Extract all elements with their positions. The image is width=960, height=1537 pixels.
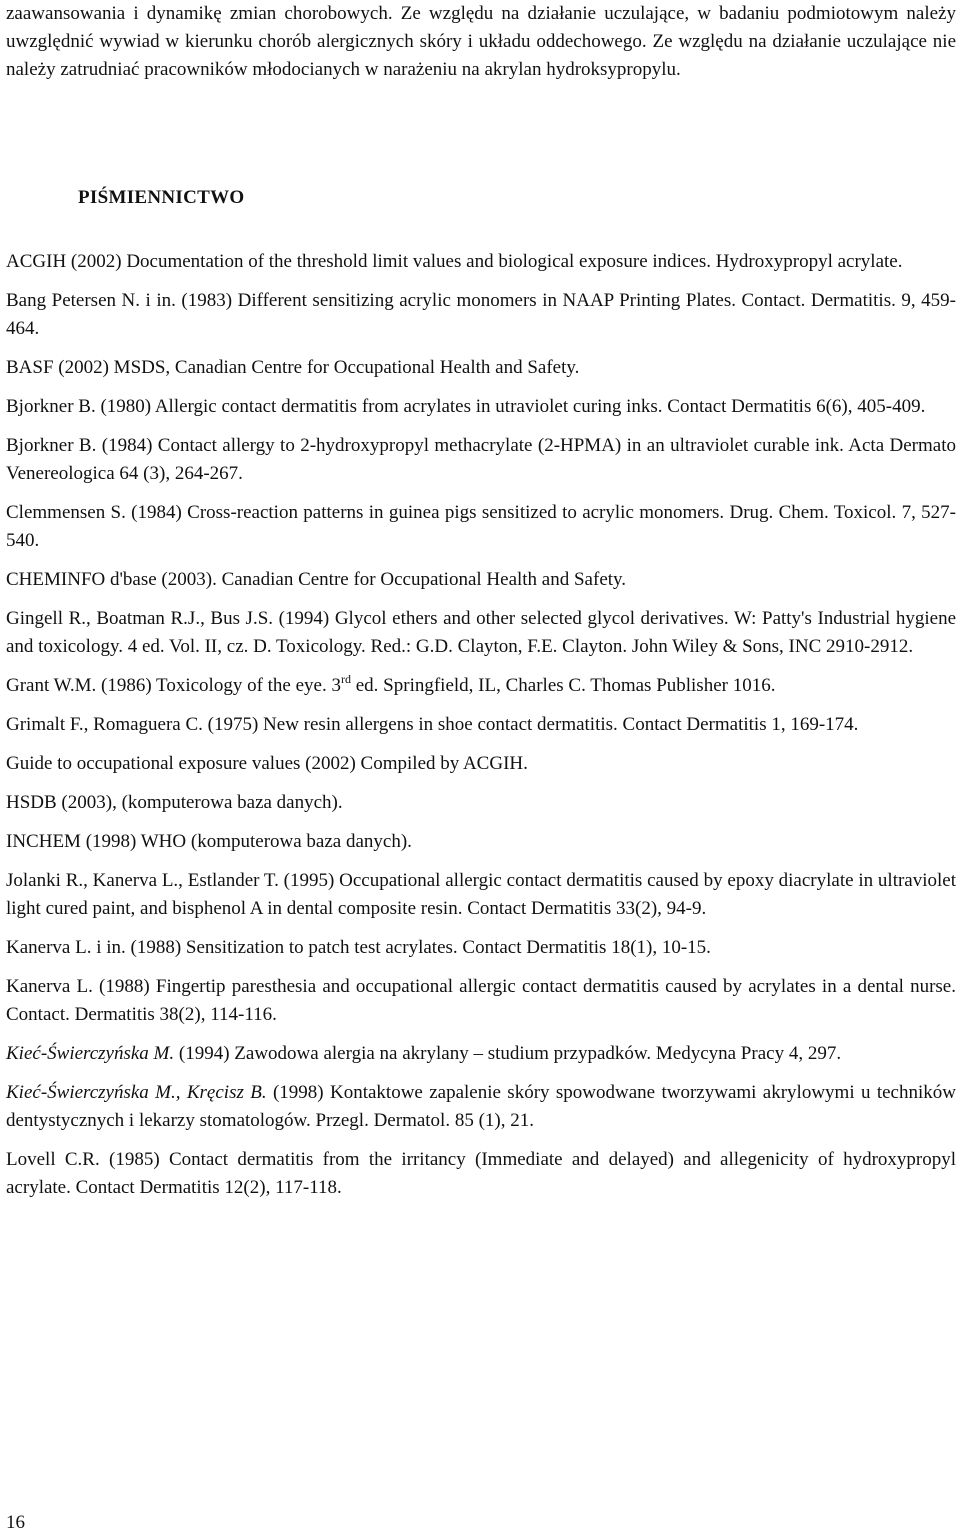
reference-entry: Grimalt F., Romaguera C. (1975) New resin allergens in shoe contact dermatitis. Contact Dermatitis 1, 169-174. [6,714,859,735]
reference-text: Grant W.M. (1986) Toxicology of the eye. 3 [6,675,341,696]
reference-entry [6,1040,956,1068]
reference-entry: HSDB (2003), (komputerowa baza danych). [6,792,343,813]
reference-entry: Jolanki R., Kanerva L., Estlander T. (1995) Occupational allergic contact dermatitis caused by epoxy diacrylate in ultraviolet light cured paint, and bisphenol A in dental composite resin. Contact Dermatitis 33(2), 94-9. [6,870,956,919]
document-page [6,0,956,1213]
reference-list [6,248,956,1202]
page-number: 16 [6,1512,25,1533]
reference-entry: Gingell R., Boatman R.J., Bus J.S. (1994) Glycol ethers and other selected glycol derivatives. W: Patty's Industrial hygiene and toxicology. 4 ed. Vol. II, cz. D. Toxicology. Red.: G.D. Clayton, F.E. Clayton. John Wiley & Sons, INC 2910-2912. [6,608,956,657]
reference-entry: Clemmensen S. (1984) Cross-reaction patterns in guinea pigs sensitized to acrylic monomers. Drug. Chem. Toxicol. 7, 527-540. [6,502,956,551]
reference-entry: Bjorkner B. (1980) Allergic contact dermatitis from acrylates in utraviolet curing inks. Contact Dermatitis 6(6), 405-409. [6,396,926,417]
reference-text: (1998) Kontaktowe zapalenie skóry spowodwane tworzywami akrylowymi u techników dentystycznych i lekarzy stomatologów. Przegl. Dermatol. 85 (1), 21. [6,1082,956,1131]
reference-entry: ACGIH (2002) Documentation of the threshold limit values and biological exposure indices. Hydroxypropyl acrylate. [6,251,903,272]
reference-authors: Kieć-Świerczyńska M. [6,1043,175,1064]
reference-entry: BASF (2002) MSDS, Canadian Centre for Occupational Health and Safety. [6,357,580,378]
reference-text: ed. Springfield, IL, Charles C. Thomas Publisher 1016. [351,675,776,696]
reference-authors: Kieć-Świerczyńska M., Kręcisz B. [6,1082,267,1103]
reference-entry: Bang Petersen N. i in. (1983) Different sensitizing acrylic monomers in NAAP Printing Plates. Contact. Dermatitis. 9, 459-464. [6,290,956,339]
ordinal-superscript: rd [341,672,351,686]
section-heading: PIŚMIENNICTWO [78,187,245,208]
reference-entry: Kanerva L. (1988) Fingertip paresthesia and occupational allergic contact dermatitis caused by acrylates in a dental nurse. Contact. Dermatitis 38(2), 114-116. [6,976,956,1025]
intro-paragraph: zaawansowania i dynamikę zmian chorobowych. Ze względu na działanie uczulające, w badaniu podmiotowym należy uwzględnić wywiad w kierunku chorób alergicznych skóry i układu oddechowego. Ze względu na działanie uczulające nie należy zatrudniać pracowników młodocianych w narażeniu na akrylan hydroksypropylu. [6,3,956,80]
reference-entry: Kanerva L. i in. (1988) Sensitization to patch test acrylates. Contact Dermatitis 18(1), 10-15. [6,937,711,958]
reference-entry: Lovell C.R. (1985) Contact dermatitis from the irritancy (Immediate and delayed) and allegenicity of hydroxypropyl acrylate. Contact Dermatitis 12(2), 117-118. [6,1149,956,1198]
reference-entry: Guide to occupational exposure values (2002) Compiled by ACGIH. [6,753,528,774]
reference-entry [6,672,956,700]
reference-entry [6,1079,956,1135]
reference-text: (1994) Zawodowa alergia na akrylany – studium przypadków. Medycyna Pracy 4, 297. [174,1043,842,1064]
reference-entry: Bjorkner B. (1984) Contact allergy to 2-hydroxypropyl methacrylate (2-HPMA) in an ultraviolet curable ink. Acta Dermato Venereologica 64 (3), 264-267. [6,435,956,484]
reference-entry: CHEMINFO d'base (2003). Canadian Centre for Occupational Health and Safety. [6,569,627,590]
reference-entry: INCHEM (1998) WHO (komputerowa baza danych). [6,831,412,852]
